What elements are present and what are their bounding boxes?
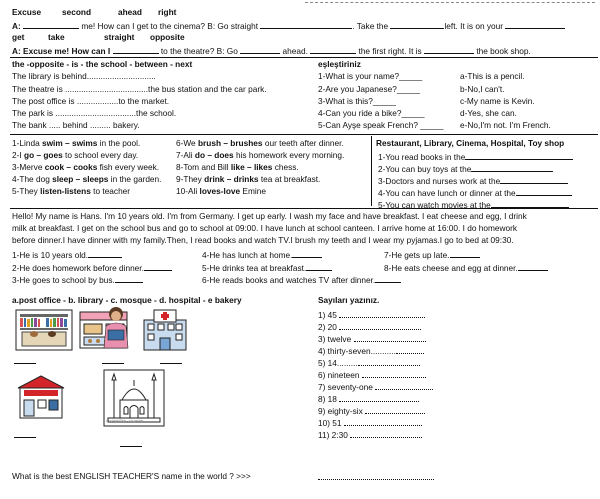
verb-item: 7-Ali do – does his homework every morning. [176,150,345,160]
number-item: 8) 18 [318,393,419,405]
section-header: a.post office - b. library - c. mosque - d. hospital - e bakery [12,295,242,305]
answer-blank[interactable] [310,45,356,54]
answer-blank[interactable] [358,357,420,366]
top-divider [305,2,595,3]
section-header: Restaurant, Library, Cinema, Hospital, Toy shop [376,138,565,148]
section-divider [10,57,598,58]
dialogue-line-1: A: me! How can I get to the cinema? B: Go straight . Take the left. It is on your [12,20,565,32]
number-item: 1) 45 [318,309,425,321]
word-box-1-word: Excuse [12,7,42,17]
number-item: 10) 51 [318,417,422,429]
mosque-picture [104,370,164,426]
answer-blank[interactable] [88,249,122,258]
word-box-2-word: get [12,32,25,42]
answer-blank[interactable] [450,249,480,258]
list-item: The library is behind.............................. [12,71,156,81]
question-item: 5-Can Ayşe speak French? _____ [318,120,444,130]
passage-line: milk at breakfast. I get on the school bus and go to school at 09:00. I have lunch at school canteen. I arrive home at 16:00. I do homework [12,223,518,233]
answer-blank[interactable] [354,333,426,342]
answer-blank[interactable] [240,45,280,54]
column-divider [371,136,372,206]
answer-item: b-No,I can't. [460,84,505,94]
answer-blank[interactable] [365,405,425,414]
list-item: 4-You can have lunch or dinner at the [378,187,572,199]
answer-item: c-My name is Kevin. [460,96,535,106]
post-office-picture [14,372,68,420]
answer-blank[interactable] [14,437,36,438]
answer-blank[interactable] [339,321,421,330]
section-divider [10,134,598,135]
question-item: 4-Can you ride a bike?_____ [318,108,425,118]
answer-blank[interactable] [424,45,474,54]
answer-blank[interactable] [292,249,322,258]
answer-blank[interactable] [115,274,143,283]
answer-blank[interactable] [516,187,572,196]
answer-blank[interactable] [390,20,444,29]
answer-blank[interactable] [465,151,573,160]
answer-blank[interactable] [362,369,426,378]
question-item: 2-Are you Japanese?_____ [318,84,420,94]
verb-item: 1-Linda swim – swims in the pool. [12,138,141,148]
verb-item: 8-Tom and Bill like – likes chess. [176,162,299,172]
true-false-item: 1-He is 10 years old. [12,249,122,261]
verb-item: 5-They listen-listens to teacher [12,186,131,196]
number-item: 6) nineteen [318,369,426,381]
answer-blank[interactable] [113,45,159,54]
true-false-item: 3-He goes to school by bus. [12,274,143,286]
bonus-question: What is the best ENGLISH TEACHER'S name in the world ? >>> [12,471,251,481]
picture-caption: Cocktail Pick - ca.cm/ab [106,419,144,423]
list-item: The park is ...................................the school. [12,108,177,118]
answer-blank[interactable] [318,479,434,480]
answer-blank[interactable] [344,417,422,426]
verb-item: 9-They drink – drinks tea at breakfast. [176,174,321,184]
number-item: 5) 14......... [318,357,420,369]
verb-item: 6-We brush – brushes our teeth after dinner. [176,138,344,148]
dialogue-line-2: A: Excuse me! How can I to the theatre? B: Go ahead. the first right. It is the book shop. [12,46,531,56]
verb-item: 3-Merve cook – cooks fish every week. [12,162,160,172]
answer-item: d-Yes, she can. [460,108,517,118]
answer-blank[interactable] [505,20,565,29]
question-item: 1-What is your name?_____ [318,71,423,81]
librarian-picture [96,304,136,350]
answer-blank[interactable] [260,20,352,29]
answer-blank[interactable] [518,262,548,271]
list-item: 2-You can buy toys at the [378,163,553,175]
answer-blank[interactable] [396,345,424,354]
number-item: 2) 20 [318,321,421,333]
word-box-1-word: ahead [118,7,142,17]
number-item: 7) seventy-one [318,381,433,393]
word-box-1-word: right [158,7,177,17]
verb-item: 10-Ali loves-love Emine [176,186,266,196]
section-header: Sayıları yazınız. [318,295,380,305]
verb-item: 2-I go – goes to school every day. [12,150,139,160]
answer-blank[interactable] [23,20,79,29]
question-item: 3-What is this?_____ [318,96,396,106]
list-item: 1-You read books in the [378,151,573,163]
list-item: The theatre is ....................................the bus station and the car park. [12,84,267,94]
true-false-item: 7-He gets up late. [384,249,480,261]
answer-blank[interactable] [339,309,425,318]
answer-blank[interactable] [375,274,401,283]
list-item: The post office is ..................to the market. [12,96,170,106]
answer-blank[interactable] [491,199,569,208]
answer-blank[interactable] [102,363,124,364]
passage-line: before dinner.I have dinner with my family.Then, I read books and watch TV.I brush my teeth and I wear my pyjamas.I go to bed at 09:30. [12,235,514,245]
word-box-2-word: straight [104,32,135,42]
list-item: 3-Doctors and nurses work at the [378,175,568,187]
list-item: The bank ..... behind ......... bakery. [12,120,140,130]
section-header: the -opposite - is - the school - between - next [12,59,193,69]
word-box-1-word: second [62,7,92,17]
number-item: 4) thirty-seven........... [318,345,424,357]
number-item: 9) eighty-six [318,405,425,417]
answer-blank[interactable] [14,363,36,364]
true-false-item: 5-He drinks tea at breakfast. [202,262,332,274]
number-item: 3) twelve [318,333,426,345]
passage-line: Hello! My name is Hans. I'm 10 years old. I'm from Germany. I get up early. I wash my face and have breakfast. I eat cheese and egg, I drink [12,211,527,221]
answer-blank[interactable] [160,363,182,364]
hospital-picture [140,308,190,352]
answer-blank[interactable] [306,262,332,271]
answer-blank[interactable] [500,175,568,184]
list-item: 5-You can watch movies at the [378,199,569,211]
section-divider [10,208,598,209]
answer-blank[interactable] [375,381,433,390]
answer-blank[interactable] [339,393,419,402]
answer-blank[interactable] [350,429,422,438]
word-box-2-word: opposite [150,32,185,42]
answer-item: e-No,I'm not. I'm French. [460,120,551,130]
true-false-item: 2-He does homework before dinner. [12,262,172,274]
true-false-item: 6-He reads books and watches TV after dinner. [202,274,401,286]
answer-item: a-This is a pencil. [460,71,525,81]
answer-blank[interactable] [144,262,172,271]
library-picture [14,308,74,352]
verb-item: 4-The dog sleep – sleeps in the garden. [12,174,162,184]
answer-blank[interactable] [120,446,142,447]
true-false-item: 4-He has lunch at home. [202,249,322,261]
answer-blank[interactable] [471,163,553,172]
word-box-2-word: take [48,32,65,42]
section-header: eşleştiriniz [318,59,361,69]
number-item: 11) 2:30 [318,429,422,441]
true-false-item: 8-He eats cheese and egg at dinner. [384,262,548,274]
